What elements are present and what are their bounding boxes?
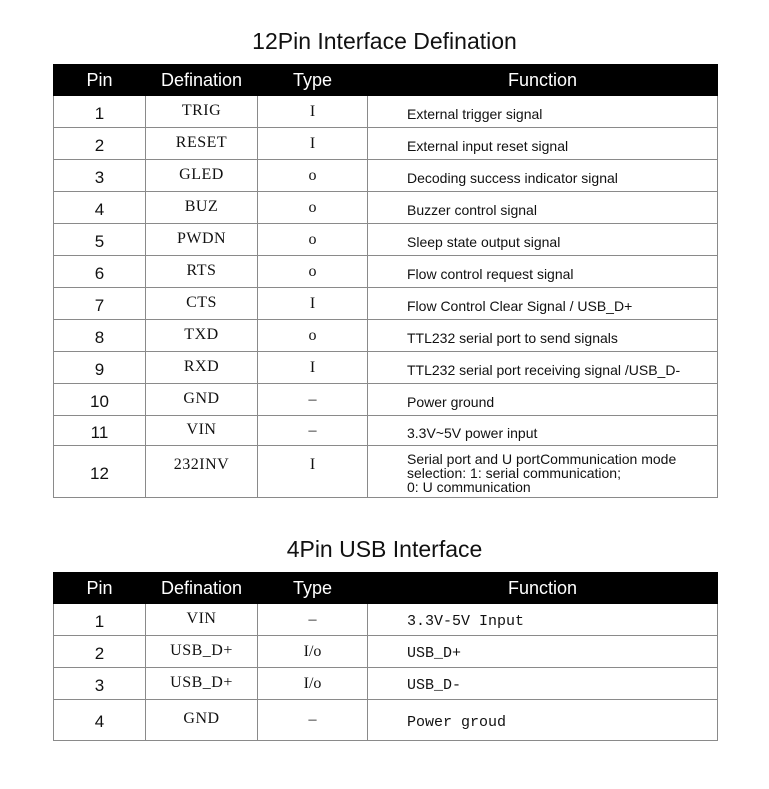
- pin-cell: 1: [54, 96, 146, 128]
- function-cell: Power groud: [368, 700, 718, 741]
- table-row: [54, 700, 718, 741]
- pin-cell: 4: [54, 192, 146, 224]
- defination-cell: VIN: [146, 604, 258, 636]
- type-cell: –: [258, 384, 368, 416]
- table-row: [54, 160, 718, 192]
- function-cell: Power ground: [368, 384, 718, 416]
- table-row: [54, 384, 718, 416]
- table-row: [54, 224, 718, 256]
- type-cell: I: [258, 446, 368, 498]
- type-cell: o: [258, 320, 368, 352]
- pin-cell: 8: [54, 320, 146, 352]
- type-cell: o: [258, 160, 368, 192]
- header-type: Type: [258, 573, 368, 604]
- pin-cell: 3: [54, 160, 146, 192]
- pin-cell: 7: [54, 288, 146, 320]
- function-cell: Sleep state output signal: [368, 224, 718, 256]
- defination-cell: CTS: [146, 288, 258, 320]
- function-line: 0: U communication: [407, 478, 531, 495]
- pin-cell: 2: [54, 128, 146, 160]
- header-pin: Pin: [54, 65, 146, 96]
- table-header-row: [54, 573, 718, 604]
- header-function: Function: [368, 573, 718, 604]
- table-row: [54, 604, 718, 636]
- pin-cell: 2: [54, 636, 146, 668]
- type-cell: I: [258, 352, 368, 384]
- pin-cell: 12: [54, 446, 146, 498]
- defination-cell: BUZ: [146, 192, 258, 224]
- type-cell: –: [258, 416, 368, 446]
- pin-cell: 5: [54, 224, 146, 256]
- function-cell: Decoding success indicator signal: [368, 160, 718, 192]
- pin-cell: 4: [54, 700, 146, 741]
- type-cell: I/o: [258, 668, 368, 700]
- defination-cell: RTS: [146, 256, 258, 288]
- function-line: Serial port and U portCommunication mode: [407, 450, 677, 467]
- function-line: selection: 1: serial communication;: [407, 464, 621, 481]
- table1-title: 12Pin Interface Defination: [252, 28, 517, 54]
- function-cell: [368, 446, 718, 498]
- pin-cell: 1: [54, 604, 146, 636]
- header-type: Type: [258, 65, 368, 96]
- function-cell: Flow Control Clear Signal / USB_D+: [368, 288, 718, 320]
- pin12-table: [53, 64, 718, 498]
- function-cell: 3.3V~5V power input: [368, 416, 718, 446]
- header-pin: Pin: [54, 573, 146, 604]
- defination-cell: VIN: [146, 416, 258, 446]
- defination-cell: GND: [146, 700, 258, 741]
- defination-cell: RESET: [146, 128, 258, 160]
- usb4pin-table: [53, 572, 718, 741]
- defination-cell: PWDN: [146, 224, 258, 256]
- table-row: [54, 288, 718, 320]
- type-cell: I/o: [258, 636, 368, 668]
- defination-cell: USB_D+: [146, 668, 258, 700]
- table-row: [54, 256, 718, 288]
- pin-cell: 6: [54, 256, 146, 288]
- defination-cell: GND: [146, 384, 258, 416]
- type-cell: I: [258, 96, 368, 128]
- type-cell: o: [258, 224, 368, 256]
- defination-cell: 232INV: [146, 446, 258, 498]
- function-cell: Buzzer control signal: [368, 192, 718, 224]
- table-row: [54, 636, 718, 668]
- table-row: [54, 352, 718, 384]
- defination-cell: TRIG: [146, 96, 258, 128]
- type-cell: –: [258, 604, 368, 636]
- table2-title: 4Pin USB Interface: [286, 536, 483, 562]
- function-cell: External trigger signal: [368, 96, 718, 128]
- type-cell: I: [258, 288, 368, 320]
- defination-cell: GLED: [146, 160, 258, 192]
- function-cell: USB_D+: [368, 636, 718, 668]
- function-cell: External input reset signal: [368, 128, 718, 160]
- function-cell: TTL232 serial port to send signals: [368, 320, 718, 352]
- pin-cell: 11: [54, 416, 146, 446]
- type-cell: –: [258, 700, 368, 741]
- header-defination: Defination: [146, 65, 258, 96]
- defination-cell: RXD: [146, 352, 258, 384]
- type-cell: o: [258, 192, 368, 224]
- table-header-row: [54, 65, 718, 96]
- function-cell: 3.3V-5V Input: [368, 604, 718, 636]
- defination-cell: TXD: [146, 320, 258, 352]
- header-defination: Defination: [146, 573, 258, 604]
- table-row: [54, 446, 718, 498]
- pin-cell: 9: [54, 352, 146, 384]
- pin-cell: 10: [54, 384, 146, 416]
- table-row: [54, 668, 718, 700]
- function-cell: TTL232 serial port receiving signal /USB_D-: [368, 352, 718, 384]
- pin-cell: 3: [54, 668, 146, 700]
- table-row: [54, 416, 718, 446]
- type-cell: o: [258, 256, 368, 288]
- table-row: [54, 192, 718, 224]
- function-cell: USB_D-: [368, 668, 718, 700]
- function-cell: Flow control request signal: [368, 256, 718, 288]
- table-row: [54, 96, 718, 128]
- header-function: Function: [368, 65, 718, 96]
- defination-cell: USB_D+: [146, 636, 258, 668]
- table-row: [54, 128, 718, 160]
- table-row: [54, 320, 718, 352]
- type-cell: I: [258, 128, 368, 160]
